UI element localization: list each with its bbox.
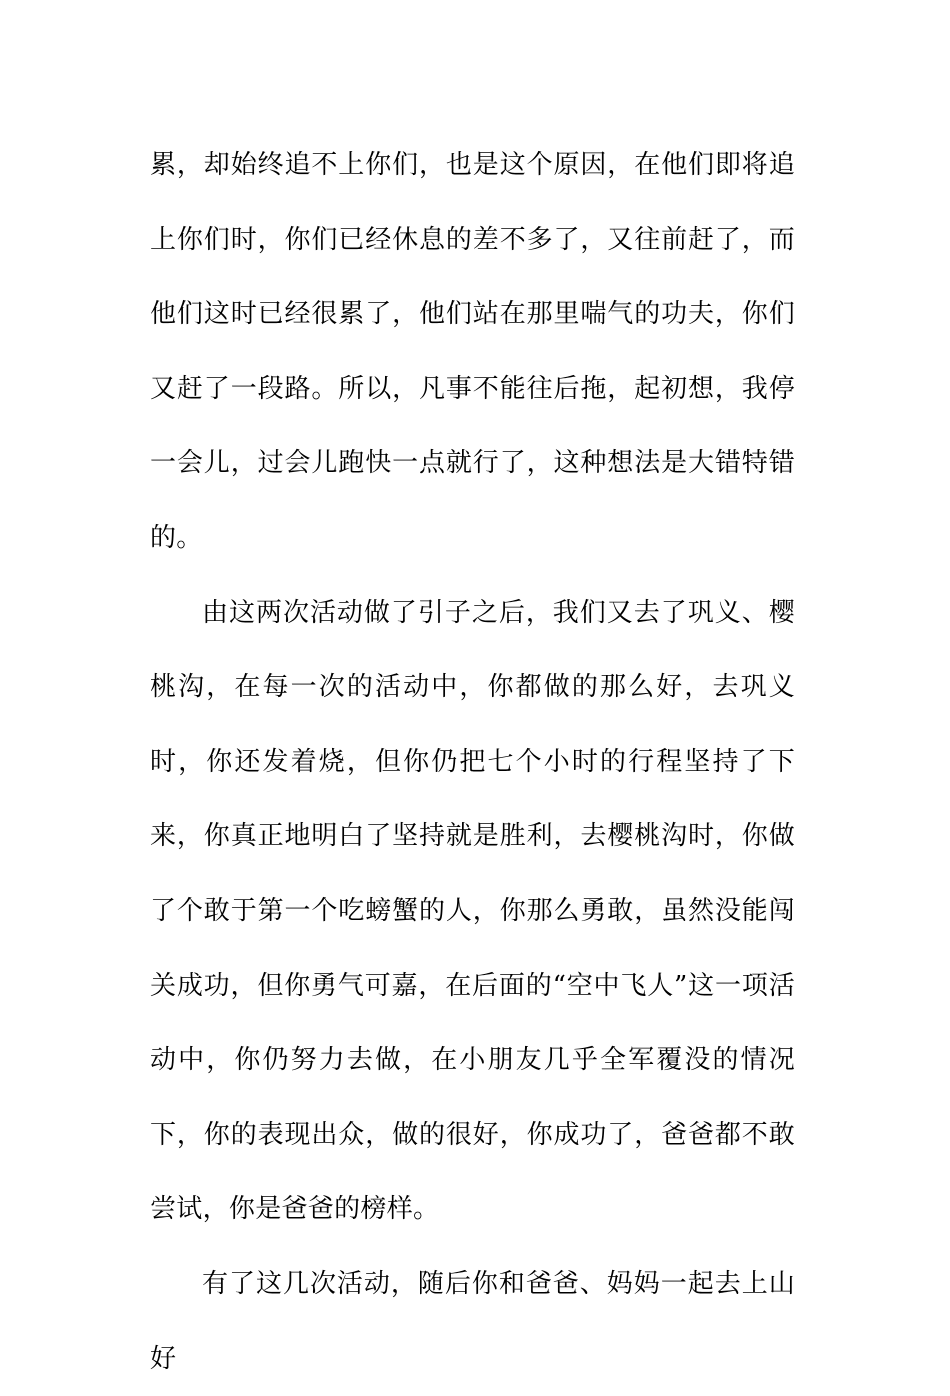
paragraph-3: 有了这几次活动，随后你和爸爸、妈妈一起去上山好 bbox=[150, 1268, 795, 1374]
paragraph-1: 累，却始终追不上你们，也是这个原因，在他们即将追上你们时，你们已经休息的差不多了，又往前赶了，而他们这时已经很累了，他们站在那里喘气的功夫，你们又赶了一段路。所以，凡事不能往后拖，起初想，我停一会儿，过会儿跑快一点就行了，这种想法是大错特错的。 bbox=[150, 150, 795, 553]
paragraph-2: 由这两次活动做了引子之后，我们又去了巩义、樱桃沟，在每一次的活动中，你都做的那么好，去巩义时，你还发着烧，但你仍把七个小时的行程坚持了下来，你真正地明白了坚持就是胜利，去樱桃沟时，你做了个敢于第一个吃螃蟹的人，你那么勇敢，虽然没能闯关成功，但你勇气可嘉，在后面的“空中飞人”这一项活动中，你仍努力去做，在小朋友几乎全军覆没的情况下，你的表现出众，做的很好，你成功了，爸爸都不敢尝试，你是爸爸的榜样。 bbox=[150, 597, 795, 1225]
body-text bbox=[150, 128, 795, 1396]
